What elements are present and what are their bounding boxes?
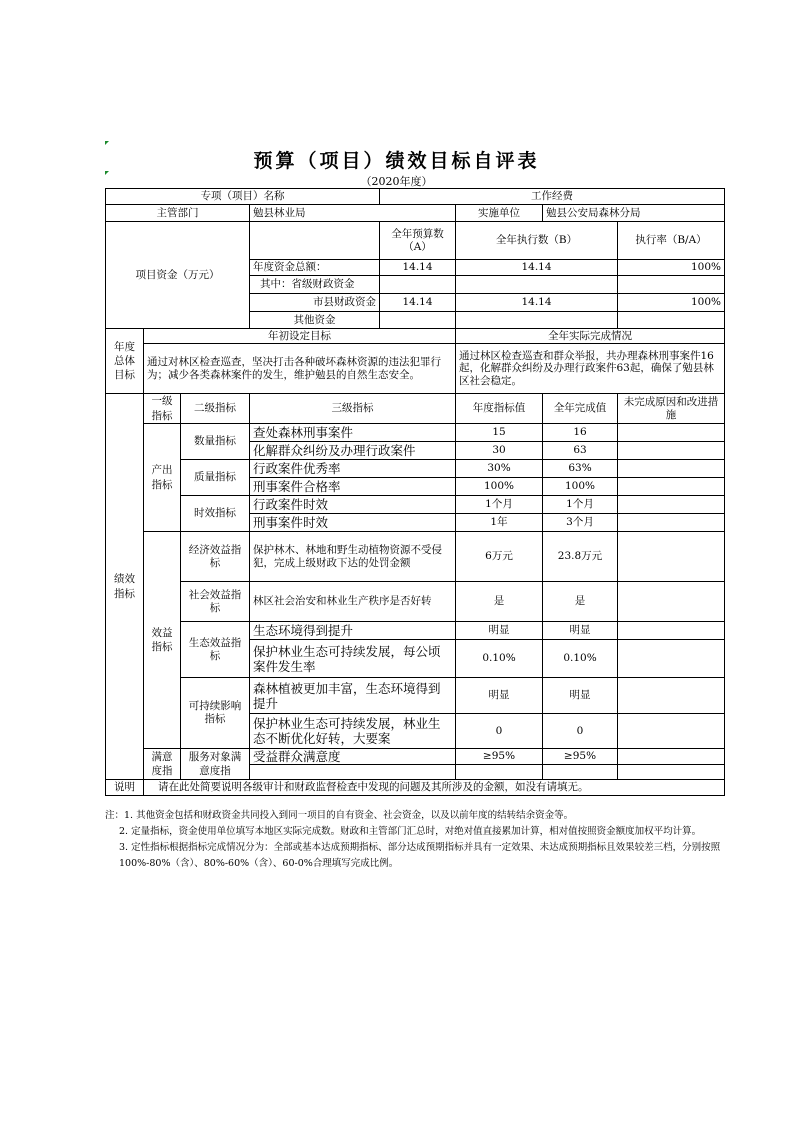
indicator-actual: 63 [543,442,618,460]
indicator-reason [618,460,725,478]
indicator-target: 30 [456,442,543,460]
indicator-actual: 0 [543,714,618,749]
funds-row-budget [380,276,456,294]
header-target: 年度指标值 [456,394,543,424]
indicator-reason [618,532,725,582]
indicator-actual: 3个月 [543,514,618,532]
page-title: 预算（项目）绩效目标自评表 [253,150,540,172]
indicator-target: 明显 [456,678,543,714]
funds-row-budget: 14.14 [380,294,456,312]
header-actual: 全年完成值 [543,394,618,424]
indicator-target: 30% [456,460,543,478]
funds-row-exec: 14.14 [456,260,618,276]
header-level2: 二级指标 [181,394,250,424]
indicator-name: 生态环境得到提升 [250,622,456,640]
indicator-target: 15 [456,424,543,442]
indicator-actual: 100% [543,478,618,496]
fiscal-year: （2020年度） [360,175,433,188]
indicator-reason [618,514,725,532]
remark-label: 说明 [106,780,144,796]
indicator-reason [618,640,725,678]
funds-row-budget: 14.14 [380,260,456,276]
indicator-target: 0.10% [456,640,543,678]
funds-row-label: 市县财政资金 [250,294,380,312]
cell-marker [105,141,109,145]
indicator-name [250,765,456,780]
satisfaction-sub-label: 服务对象满意度指 [181,749,250,780]
indicator-actual: 16 [543,424,618,442]
indicator-reason [618,749,725,765]
indicator-reason [618,622,725,640]
indicator-name: 刑事案件合格率 [250,478,456,496]
funds-row-exec: 14.14 [456,294,618,312]
indicator-name: 保护林业生态可持续发展，林业生态不断优化好转，大要案 [250,714,456,749]
indicator-actual: 23.8万元 [543,532,618,582]
funds-row-rate [618,312,725,329]
indicator-actual: 0.10% [543,640,618,678]
goals-label: 年度总体目标 [106,329,144,394]
funds-row-label: 年度资金总额： [250,260,380,276]
indicator-actual: 63% [543,460,618,478]
footnote: 注：1. 其他资金包括和财政资金共同投入到同一项目的自有资金、社会资金，以及以前年度的结转结余资金等。 [105,810,574,821]
indicator-target: 1个月 [456,496,543,514]
indicator-name: 行政案件优秀率 [250,460,456,478]
indicator-actual [543,765,618,780]
indicator-target: 0 [456,714,543,749]
header-reason: 未完成原因和改进措施 [618,394,725,424]
funds-label: 项目资金（万元） [106,222,250,329]
funds-row-label: 其他资金 [250,312,380,329]
indicator-target [456,765,543,780]
indicator-target: ≥95% [456,749,543,765]
unit-value: 勉县公安局森林分局 [543,205,725,222]
funds-rate-header: 执行率（B/A） [618,222,725,260]
indicator-reason [618,496,725,514]
output-time-label: 时效指标 [181,496,250,532]
funds-row-budget [380,312,456,329]
benefit-sustain-label: 可持续影响指标 [181,678,250,749]
goals-actual-header: 全年实际完成情况 [456,329,725,344]
indicator-actual: 明显 [543,622,618,640]
goals-planned-header: 年初设定目标 [144,329,456,344]
evaluation-table [105,188,725,796]
benefit-indicator-label: 效益指标 [144,532,181,749]
indicator-actual: 明显 [543,678,618,714]
funds-row-rate: 100% [618,294,725,312]
satisfaction-label: 满意度指 [144,749,181,780]
indicator-reason [618,424,725,442]
header-level1: 一级指标 [144,394,181,424]
indicator-reason [618,582,725,622]
indicator-name: 刑事案件时效 [250,514,456,532]
indicator-name: 查处森林刑事案件 [250,424,456,442]
output-indicator-label: 产出指标 [144,424,181,532]
indicator-target: 明显 [456,622,543,640]
indicator-name: 行政案件时效 [250,496,456,514]
indicator-actual: 是 [543,582,618,622]
header-level3: 三级指标 [250,394,456,424]
output-quantity-label: 数量指标 [181,424,250,460]
indicator-target: 6万元 [456,532,543,582]
indicators-label: 绩效指标 [106,394,144,780]
project-name-value: 工作经费 [380,189,725,205]
benefit-economic-label: 经济效益指标 [181,532,250,582]
indicator-name: 化解群众纠纷及办理行政案件 [250,442,456,460]
funds-row-exec [456,312,618,329]
indicator-reason [618,765,725,780]
project-name-label: 专项（项目）名称 [106,189,380,205]
indicator-target: 100% [456,478,543,496]
funds-row-rate: 100% [618,260,725,276]
funds-exec-header: 全年执行数（B） [456,222,618,260]
indicator-reason [618,678,725,714]
goals-actual-text: 通过林区检查巡查和群众举报，共办理森林刑事案件16起，化解群众纠纷及办理行政案件63起，确保了勉县林区社会稳定。 [456,344,725,394]
unit-label: 实施单位 [456,205,543,222]
indicator-name: 保护林业生态可持续发展，每公顷案件发生率 [250,640,456,678]
dept-value: 勉县林业局 [250,205,456,222]
footnote: 2. 定量指标，资金使用单位填写本地区实际完成数。财政和主管部门汇总时，对绝对值直接累加计算，相对值按照资金额度加权平均计算。 [119,826,702,837]
output-quality-label: 质量指标 [181,460,250,496]
footnotes [105,808,725,872]
funds-row-label: 其中：省级财政资金 [250,276,380,294]
benefit-social-label: 社会效益指标 [181,582,250,622]
funds-row-rate [618,276,725,294]
goals-planned-text: 通过对林区检查巡查，坚决打击各种破坏森林资源的违法犯罪行为；减少各类森林案件的发生，维护勉县的自然生态安全。 [144,344,456,394]
funds-budget-header: 全年预算数（A） [380,222,456,260]
indicator-name: 林区社会治安和林业生产秩序是否好转 [250,582,456,622]
indicator-name: 森林植被更加丰富，生态环境得到提升 [250,678,456,714]
indicator-reason [618,478,725,496]
indicator-actual: 1个月 [543,496,618,514]
indicator-name: 受益群众满意度 [250,749,456,765]
indicator-target: 是 [456,582,543,622]
indicator-actual: ≥95% [543,749,618,765]
benefit-eco-label: 生态效益指标 [181,622,250,678]
footnote: 3. 定性指标根据指标完成情况分为：全部或基本达成预期指标、部分达成预期指标并具有一定效果、未达成预期指标且效果较差三档，分别按照100%-80%（含）、80%-60%（含）、60-0%合理填写完成比例。 [119,842,721,869]
indicator-name: 保护林木、林地和野生动植物资源不受侵犯，完成上级财政下达的处罚金额 [250,532,456,582]
indicator-target: 1年 [456,514,543,532]
indicator-reason [618,714,725,749]
funds-header-blank [250,222,380,260]
dept-label: 主管部门 [106,205,250,222]
funds-row-exec [456,276,618,294]
remark-text: 请在此处简要说明各级审计和财政监督检查中发现的问题及其所涉及的金额，如没有请填无。 [144,780,725,796]
indicator-reason [618,442,725,460]
